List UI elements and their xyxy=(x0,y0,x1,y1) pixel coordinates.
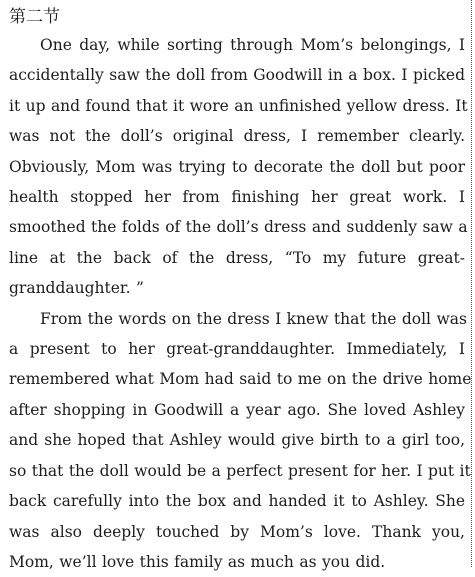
paragraph-line: after shopping in Goodwill a year ago. She loved Ashley xyxy=(9,400,465,419)
paragraph-line: was also deeply touched by Mom’s love. Thank you, xyxy=(9,522,465,541)
paragraph-line: back carefully into the box and handed it to Ashley. She xyxy=(9,492,465,511)
paragraph-2 xyxy=(9,304,472,577)
paragraph-line: granddaughter. ” xyxy=(9,279,144,298)
paragraph-line: it up and found that it wore an unfinished yellow dress. It xyxy=(9,96,468,115)
paragraph-line: One day, while sorting through Mom’s belongings, I xyxy=(40,36,465,54)
paragraph-line: remembered what Mom had said to me on the drive home xyxy=(9,370,472,389)
dotted-margin-line xyxy=(471,0,472,567)
paragraph-line: Mom, we’ll love this family as much as you did. xyxy=(9,552,386,571)
paragraph-line: line at the back of the dress, “To my future great- xyxy=(9,248,465,267)
paragraph-line: a present to her great-granddaughter. Immediately, I xyxy=(9,340,465,359)
section-heading: 第二节 xyxy=(9,7,60,27)
paragraph-1 xyxy=(9,30,468,304)
paragraph-line: smoothed the folds of the doll’s dress and suddenly saw a xyxy=(9,218,468,237)
paragraph-line: health stopped her from finishing her great work. I xyxy=(9,188,465,207)
paragraph-line: so that the doll would be a perfect present for her. I put it xyxy=(9,461,471,480)
paragraph-line: From the words on the dress I knew that the doll was xyxy=(40,309,467,328)
paragraph-line: Obviously, Mom was trying to decorate the doll but poor xyxy=(9,157,465,176)
paragraph-line: and she hoped that Ashley would give birth to a girl too, xyxy=(9,431,465,450)
paragraph-line: was not the doll’s original dress, I remember clearly. xyxy=(9,127,465,146)
paragraph-line: accidentally saw the doll from Goodwill in a box. I picked xyxy=(9,66,465,85)
